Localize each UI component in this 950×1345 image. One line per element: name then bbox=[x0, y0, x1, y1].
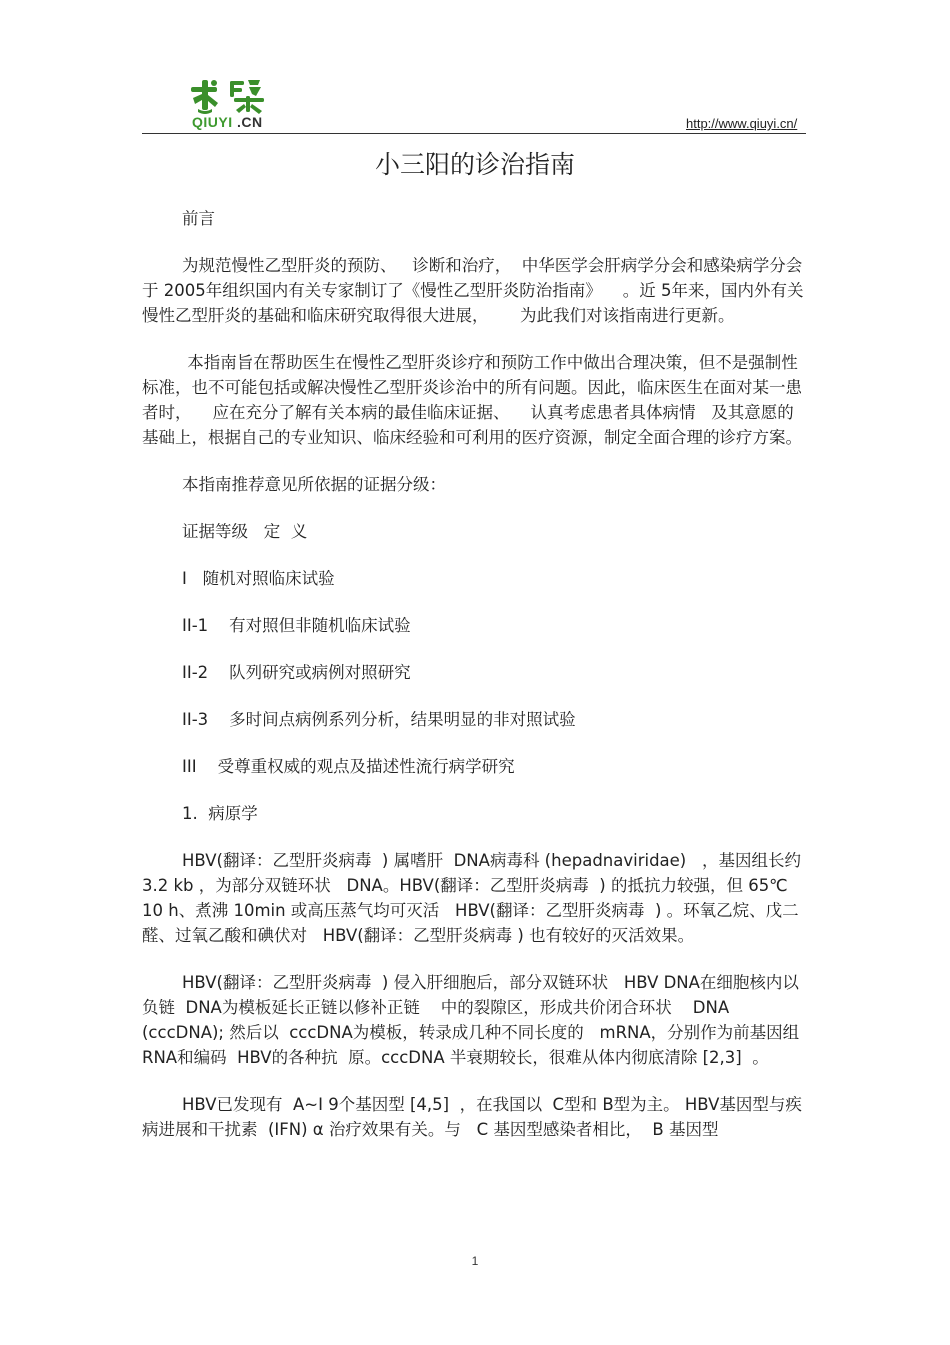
evidence-level-item: II-1 有对照但非随机临床试验 bbox=[182, 616, 411, 635]
logo-word-cn: .CN bbox=[237, 114, 263, 130]
document-title: 小三阳的诊治指南 bbox=[374, 150, 575, 179]
logo-wordmark bbox=[192, 114, 263, 130]
section-heading-preface: 前言 bbox=[182, 209, 215, 228]
paragraph: HBV(翻译：乙型肝炎病毒 ) 侵入肝细胞后，部分双链环状 HBV DNA在细胞核内以负链 DNA为模板延长正链以修补正链 中的裂隙区，形成共价闭合环状 DNA (cccDNA); 然后以 cccDNA为模板，转录成几种不同长度的 mRNA，分别作为前基因组 RNA和编码 HBV的各种抗 原。cccDNA 半衰期较长，很难从体内彻底清除 [2,3] 。 bbox=[142, 973, 810, 1067]
evidence-level-item: III 受尊重权威的观点及描述性流行病学研究 bbox=[182, 757, 515, 776]
paragraph: 为规范慢性乙型肝炎的预防、 诊断和治疗， 中华医学会肝病学分会和感染病学分会于 2005年组织国内有关专家制订了《慢性乙型肝炎防治指南》 。近 5年来，国内外有关慢性乙型肝炎的基础和临床研究取得很大进展， 为此我们对该指南进行更新。 bbox=[142, 256, 804, 325]
paragraph: HBV(翻译：乙型肝炎病毒 ) 属嗜肝 DNA病毒科 (hepadnaviridae) ，基因组长约3.2 kb ，为部分双链环状 DNA。HBV(翻译：乙型肝炎病毒 ) 的抵抗力较强，但 65℃ 10 h、煮沸 10min 或高压蒸气均可灭活 HBV(翻译：乙型肝炎病毒 ) 。环氧乙烷、戊二醛、过氧乙酸和碘伏对 HBV(翻译：乙型肝炎病毒 ) 也有较好的灭活效果。 bbox=[142, 851, 801, 945]
evidence-intro: 本指南推荐意见所依据的证据分级： bbox=[182, 475, 446, 494]
paragraph: HBV已发现有 A~I 9个基因型 [4,5] ，在我国以 C型和 B型为主。 HBV基因型与疾病进展和干扰素 (IFN) α 治疗效果有关。与 C 基因型感染者相比， B 基因型 bbox=[142, 1095, 802, 1139]
evidence-level-item: II-2 队列研究或病例对照研究 bbox=[182, 663, 411, 682]
evidence-table-header: 证据等级 定 义 bbox=[182, 522, 308, 541]
paragraph: 本指南旨在帮助医生在慢性乙型肝炎诊疗和预防工作中做出合理决策，但不是强制性标准，也不可能包括或解决慢性乙型肝炎诊治中的所有问题。因此，临床医生在面对某一患者时， 应在充分了解有关本病的最佳临床证据、 认真考虑患者具体病情 及其意愿的基础上，根据自己的专业知识、临床经验和可利用的医疗资源，制定全面合理的诊疗方案。 bbox=[142, 353, 802, 447]
evidence-level-item: II-3 多时间点病例系列分析，结果明显的非对照试验 bbox=[182, 710, 576, 729]
page-number: 1 bbox=[471, 1254, 479, 1268]
logo-word-qiuyi: QIUYI bbox=[192, 114, 233, 130]
site-url-link[interactable]: http://www.qiuyi.cn/ bbox=[686, 116, 798, 131]
header-divider bbox=[142, 133, 806, 134]
evidence-level-item: I 随机对照临床试验 bbox=[182, 569, 335, 588]
qiuyi-logo-calligraphy bbox=[188, 76, 278, 116]
document-body bbox=[142, 206, 810, 1142]
section-heading-etiology: 1. 病原学 bbox=[182, 804, 258, 823]
qiuyi-logo bbox=[188, 76, 278, 132]
